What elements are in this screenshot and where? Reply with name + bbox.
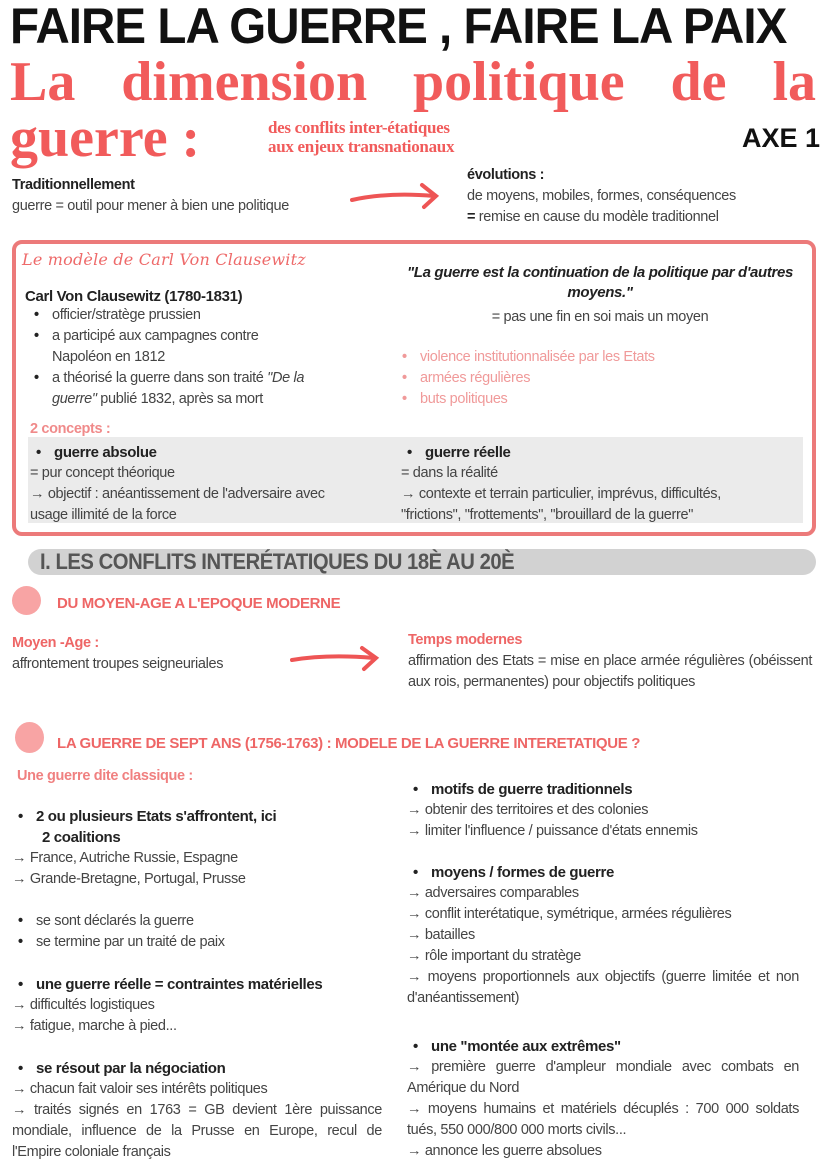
line: = pur concept théorique <box>30 465 175 481</box>
concept-title: • guerre absolue <box>30 442 325 463</box>
clausewitz-name: Carl Von Clausewitz (1780-1831) <box>25 288 243 305</box>
text: a théorisé la guerre dans son traité <box>52 370 268 386</box>
list-item: • armées régulières <box>396 368 655 389</box>
paragraph: → moyens humains et matériels décuplés : 700 000 soldats tués, 550 000/800 000 morts civils... <box>407 1101 799 1138</box>
circle-bullet-icon <box>12 586 41 615</box>
paragraph: → première guerre d'ampleur mondiale avec combats en Amérique du Nord <box>407 1059 799 1096</box>
intro-right-line1: de moyens, mobiles, formes, conséquences <box>467 188 736 204</box>
line: → France, Autriche Russie, Espagne <box>12 850 238 866</box>
line: = dans la réalité <box>401 465 498 481</box>
circle-bullet-icon <box>15 722 44 753</box>
septans-left-column <box>12 806 382 1163</box>
axe-label: AXE 1 <box>742 123 821 153</box>
concept-reelle <box>401 442 721 526</box>
intro-right-title: évolutions : <box>467 167 545 183</box>
bullet-title: • se résout par la négociation <box>12 1058 382 1079</box>
line: → conflit interétatique, symétrique, armées régulières <box>407 906 732 922</box>
intro-right-line2 <box>467 207 719 228</box>
list-item: • se sont déclarés la guerre <box>12 911 382 932</box>
temps-modernes-title: Temps modernes <box>408 632 523 648</box>
moyenage-text: affrontement troupes seigneuriales <box>12 656 224 672</box>
section-title: I. LES CONFLITS INTERÉTATIQUES DU 18È AU 20È <box>40 549 515 574</box>
equals-sign: = <box>467 209 476 225</box>
line: → adversaires comparables <box>407 885 579 901</box>
list-item: • a participé aux campagnes contre <box>28 326 304 347</box>
list-item <box>28 368 304 389</box>
paragraph: → moyens proportionnels aux objectifs (guerre limitée et non d'anéantissement) <box>407 969 799 1006</box>
clausewitz-heading: Le modèle de Carl Von Clausewitz <box>22 250 306 269</box>
concepts-label: 2 concepts : <box>30 421 111 437</box>
line: → obtenir des territoires et des colonies <box>407 802 649 818</box>
bullet-title: • une "montée aux extrêmes" <box>407 1036 799 1057</box>
text: publié 1832, après sa mort <box>96 391 263 407</box>
line: "frictions", "frottements", "brouillard de la guerre" <box>401 507 693 523</box>
tagline <box>268 118 454 156</box>
concept-title: • guerre réelle <box>401 442 721 463</box>
intro-left-text: guerre = outil pour mener à bien une politique <box>12 198 289 214</box>
features-list <box>396 347 655 410</box>
line: → fatigue, marche à pied... <box>12 1018 177 1034</box>
subtitle-line2: guerre : <box>10 107 201 169</box>
line: → rôle important du stratège <box>407 948 581 964</box>
subsection-heading: DU MOYEN-AGE A L'EPOQUE MODERNE <box>57 595 341 612</box>
bullet-title: • une guerre réelle = contraintes matérielles <box>12 974 382 995</box>
bullet-title: • 2 ou plusieurs Etats s'affrontent, ici <box>12 806 382 827</box>
list-item: • buts politiques <box>396 389 655 410</box>
paragraph: → traités signés en 1763 = GB devient 1ère puissance mondiale, influence de la Prusse en Europe, recul de l'Empire coloniale français <box>12 1102 382 1160</box>
book-title: "De la <box>267 370 305 386</box>
quote-note: = pas une fin en soi mais un moyen <box>491 309 709 325</box>
subsection-heading: LA GUERRE DE SEPT ANS (1756-1763) : MODELE DE LA GUERRE INTERETATIQUE ? <box>57 735 641 752</box>
tagline-2: aux enjeux transnationaux <box>268 137 455 156</box>
tagline-1: des conflits inter-étatiques <box>268 118 450 137</box>
line: → Grande-Bretagne, Portugal, Prusse <box>12 871 246 887</box>
subtitle: La dimension politique de la <box>10 51 816 113</box>
book-title: guerre" <box>52 391 97 407</box>
arrow-icon <box>288 644 383 674</box>
list-item-cont: Napoléon en 1812 <box>52 349 165 365</box>
arrow-icon <box>348 180 443 210</box>
bullet-title-cont: 2 coalitions <box>42 829 121 846</box>
temps-modernes-text: affirmation des Etats = mise en place armée régulières (obéissent aux rois, permanentes) pour objectifs politiques <box>408 653 812 690</box>
line: → chacun fait valoir ses intérêts politiques <box>12 1081 268 1097</box>
line: → batailles <box>407 927 475 943</box>
main-title: FAIRE LA GUERRE , FAIRE LA PAIX <box>10 0 787 54</box>
line: → contexte et terrain particulier, imprévus, difficultés, <box>401 486 721 502</box>
section-bar <box>28 549 816 575</box>
septans-right-column <box>407 779 799 1162</box>
line: → limiter l'influence / puissance d'états ennemis <box>407 823 698 839</box>
septans-intro: Une guerre dite classique : <box>17 768 193 784</box>
line: → objectif : anéantissement de l'adversaire avec <box>30 486 325 502</box>
line: usage illimité de la force <box>30 507 177 523</box>
intro-right-line2-text: remise en cause du modèle traditionnel <box>475 209 719 225</box>
moyenage-title: Moyen -Age : <box>12 635 99 651</box>
list-item: • officier/stratège prussien <box>28 305 304 326</box>
concept-absolue <box>30 442 325 526</box>
bullet-title: • moyens / formes de guerre <box>407 862 799 883</box>
intro-left-title: Traditionnellement <box>12 177 135 193</box>
bullet-title: • motifs de guerre traditionnels <box>407 779 799 800</box>
clausewitz-bio-list <box>28 305 304 410</box>
line: → annonce les guerre absolues <box>407 1143 602 1159</box>
list-item-cont <box>28 389 304 410</box>
list-item: • se termine par un traité de paix <box>12 932 382 953</box>
quote: "La guerre est la continuation de la politique par d'autres moyens." <box>407 264 793 301</box>
list-item: • violence institutionnalisée par les Etats <box>396 347 655 368</box>
line: → difficultés logistiques <box>12 997 155 1013</box>
